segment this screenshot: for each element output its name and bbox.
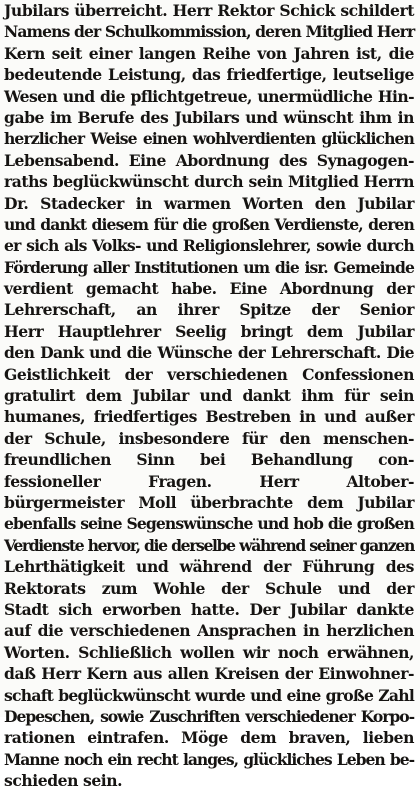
article-line: Förderung aller Institutionen um die isr. Gemeinde (4, 257, 414, 277)
article-line: Lehrerschaft, an ihrer Spitze der Senior (4, 300, 414, 320)
article-line: Lehrthätigkeit und während der Führung des (4, 557, 414, 577)
article-line: herzlicher Weise einen wohlverdienten glücklichen (4, 129, 414, 149)
article-line: er sich als Volks- und Religionslehrer, sowie durch (4, 236, 414, 256)
article-text-column (4, 0, 414, 791)
article-line: Verdienste hervor, die derselbe während seiner ganzen (4, 535, 414, 555)
article-line: auf die verschiedenen Ansprachen in herzlichen (4, 621, 414, 641)
article-line: Lebensabend. Eine Abordnung des Synagogen- (4, 150, 414, 170)
article-line: Worten. Schließlich wollen wir noch erwähnen, (4, 642, 414, 662)
article-line: bedeutende Leistung, das friedfertige, leutselige (4, 65, 414, 85)
article-line: und dankt diesem für die großen Verdienste, deren (4, 214, 414, 234)
article-line: Herr Hauptlehrer Seelig bringt dem Jubilar (4, 321, 414, 341)
article-line: ebenfalls seine Segenswünsche und hob die großen (4, 514, 414, 534)
article-line: schaft beglückwünscht wurde und eine große Zahl (4, 685, 414, 705)
article-line: der Schule, insbesondere für den menschen- (4, 428, 414, 448)
article-line: Namens der Schulkommission, deren Mitglied Herr (4, 22, 415, 42)
article-line: Rektorats zum Wohle der Schule und der (4, 578, 414, 598)
article-line: Geistlichkeit der verschiedenen Confessionen (4, 364, 414, 384)
article-line: gabe im Berufe des Jubilars und wünscht ihm in (4, 107, 414, 127)
article-line: rationen eintrafen. Möge dem braven, lieben (4, 728, 414, 748)
article-line: fessioneller Fragen. Herr Altober- (4, 471, 414, 491)
article-line: den Dank und die Wünsche der Lehrerschaft. Die (4, 343, 414, 363)
article-line: verdient gemacht habe. Eine Abordnung der (4, 279, 414, 299)
article-line: Stadt sich erworben hatte. Der Jubilar dankte (4, 599, 414, 619)
article-line: Jubilars überreicht. Herr Rektor Schick schildert (4, 1, 414, 20)
article-line: schieden sein. (4, 771, 123, 791)
article-line: bürgermeister Moll überbrachte dem Jubilar (4, 492, 414, 512)
article-line: raths beglückwünscht durch sein Mitglied Herrn (4, 172, 414, 192)
article-line: Kern seit einer langen Reihe von Jahren ist, die (4, 43, 414, 63)
article-line: humanes, friedfertiges Bestreben in und außer (4, 407, 414, 427)
article-line: Dr. Stadecker in warmen Worten den Jubilar (4, 193, 414, 213)
article-line: Wesen und die pflichtgetreue, unermüdliche Hin- (4, 86, 414, 106)
article-line: daß Herr Kern aus allen Kreisen der Einwohner- (4, 664, 414, 684)
article-line: Depeschen, sowie Zuschriften verschiedener Korpo- (4, 706, 414, 726)
article-line: gratulirt dem Jubilar und dankt ihm für sein (4, 386, 414, 406)
article-line: Manne noch ein recht langes, glückliches Leben be- (4, 749, 414, 769)
article-line: freundlichen Sinn bei Behandlung con- (4, 450, 414, 470)
